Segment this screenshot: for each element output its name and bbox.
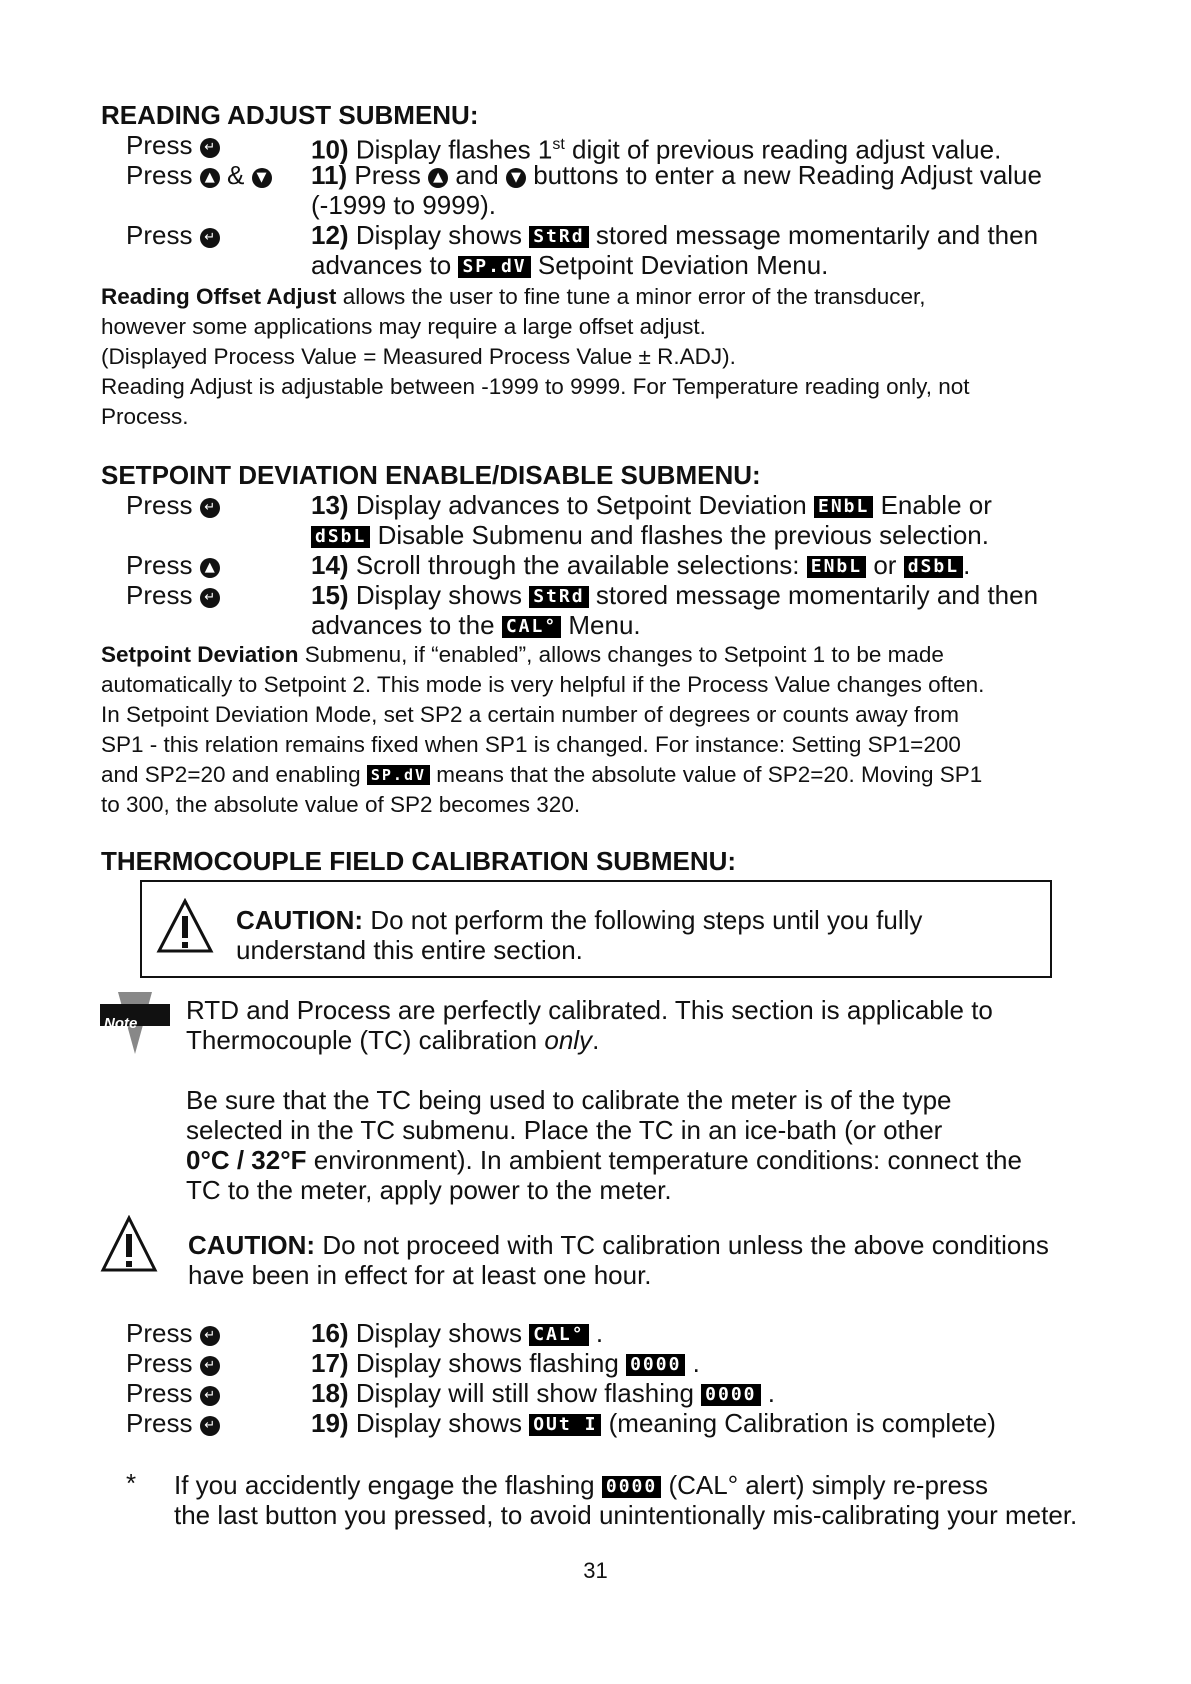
section-title-setpoint-deviation: SETPOINT DEVIATION ENABLE/DISABLE SUBMENU: bbox=[101, 460, 761, 490]
step-13: 13) Display advances to Setpoint Deviation ENbL Enable or bbox=[311, 490, 992, 520]
lcd-display: ENbL bbox=[807, 556, 866, 578]
up-arrow-icon: ▲ bbox=[200, 558, 220, 578]
note-line: Process. bbox=[101, 404, 189, 429]
caution-text: have been in effect for at least one hour. bbox=[188, 1260, 652, 1290]
press-label: Press ↵ bbox=[126, 1348, 220, 1378]
lcd-display: SP.dV bbox=[367, 765, 430, 785]
caution-text: CAUTION: Do not perform the following steps until you fully bbox=[236, 905, 923, 935]
note-line: and SP2=20 and enabling SP.dV means that the absolute value of SP2=20. Moving SP1 bbox=[101, 762, 983, 787]
caution-text: CAUTION: Do not proceed with TC calibration unless the above conditions bbox=[188, 1230, 1049, 1260]
step-12-cont: advances to SP.dV Setpoint Deviation Menu. bbox=[311, 250, 829, 280]
press-label: Press ↵ bbox=[126, 1408, 220, 1438]
enter-icon: ↵ bbox=[200, 1356, 220, 1376]
press-label: Press ↵ bbox=[126, 490, 220, 520]
step-11: 11) Press ▲ and ▼ buttons to enter a new Reading Adjust value bbox=[311, 160, 1042, 190]
lcd-display: CAL° bbox=[502, 616, 561, 638]
page-number: 31 bbox=[583, 1558, 608, 1583]
step-15-cont: advances to the CAL° Menu. bbox=[311, 610, 641, 640]
note-label: Note bbox=[104, 1015, 138, 1032]
down-arrow-icon: ▼ bbox=[506, 168, 526, 188]
note-line: automatically to Setpoint 2. This mode is very helpful if the Process Value changes often. bbox=[101, 672, 985, 697]
instruction-text: TC to the meter, apply power to the meter. bbox=[186, 1175, 672, 1205]
step-12: 12) Display shows StRd stored message momentarily and then bbox=[311, 220, 1039, 250]
press-label: Press ↵ bbox=[126, 580, 220, 610]
warning-icon bbox=[100, 1215, 158, 1273]
step-11-cont: (-1999 to 9999). bbox=[311, 190, 497, 220]
press-label: Press ↵ bbox=[126, 1318, 220, 1348]
enter-icon: ↵ bbox=[200, 588, 220, 608]
lcd-display: OUt I bbox=[529, 1414, 601, 1436]
lcd-display: StRd bbox=[529, 226, 588, 248]
lcd-display: CAL° bbox=[529, 1324, 588, 1346]
press-label: Press ▲ & ▼ bbox=[126, 160, 272, 190]
enter-icon: ↵ bbox=[200, 498, 220, 518]
instruction-text: 0°C / 32°F environment). In ambient temperature conditions: connect the bbox=[186, 1145, 1022, 1175]
step-15: 15) Display shows StRd stored message momentarily and then bbox=[311, 580, 1039, 610]
instruction-text: Be sure that the TC being used to calibrate the meter is of the type bbox=[186, 1085, 952, 1115]
enter-icon: ↵ bbox=[200, 1386, 220, 1406]
section-title-reading-adjust: READING ADJUST SUBMENU: bbox=[101, 100, 479, 130]
warning-icon bbox=[156, 898, 214, 954]
step-16: 16) Display shows CAL° . bbox=[311, 1318, 604, 1348]
press-label: Press ↵ bbox=[126, 220, 220, 250]
enter-icon: ↵ bbox=[200, 228, 220, 248]
lcd-display: ENbL bbox=[814, 496, 873, 518]
step-10: 10) Display flashes 1st digit of previous reading adjust value. bbox=[311, 134, 1002, 165]
step-17: 17) Display shows flashing 0000 . bbox=[311, 1348, 700, 1378]
note-line: SP1 - this relation remains fixed when SP1 is changed. For instance: Setting SP1=200 bbox=[101, 732, 961, 757]
down-arrow-icon: ▼ bbox=[252, 168, 272, 188]
lcd-display: dSbL bbox=[311, 526, 370, 548]
instruction-text: selected in the TC submenu. Place the TC in an ice-bath (or other bbox=[186, 1115, 943, 1145]
step-13-cont: dSbL Disable Submenu and flashes the previous selection. bbox=[311, 520, 989, 550]
footnote-text: the last button you pressed, to avoid unintentionally mis-calibrating your meter. bbox=[174, 1500, 1078, 1530]
note-line: In Setpoint Deviation Mode, set SP2 a certain number of degrees or counts away from bbox=[101, 702, 959, 727]
note-paragraph: Setpoint Deviation Submenu, if “enabled”, allows changes to Setpoint 1 to be made bbox=[101, 642, 944, 667]
enter-icon: ↵ bbox=[200, 138, 220, 158]
up-arrow-icon: ▲ bbox=[428, 168, 448, 188]
enter-icon: ↵ bbox=[200, 1416, 220, 1436]
note-text: RTD and Process are perfectly calibrated. This section is applicable to bbox=[186, 995, 993, 1025]
note-paragraph: Reading Offset Adjust allows the user to fine tune a minor error of the transducer, bbox=[101, 284, 926, 309]
note-line: (Displayed Process Value = Measured Process Value ± R.ADJ). bbox=[101, 344, 736, 369]
press-label: Press ▲ bbox=[126, 550, 220, 580]
note-text: Thermocouple (TC) calibration only. bbox=[186, 1025, 600, 1055]
enter-icon: ↵ bbox=[200, 1326, 220, 1346]
lcd-display: StRd bbox=[529, 586, 588, 608]
note-line: Reading Adjust is adjustable between -1999 to 9999. For Temperature reading only, not bbox=[101, 374, 970, 399]
up-arrow-icon: ▲ bbox=[200, 168, 220, 188]
step-18: 18) Display will still show flashing 0000 . bbox=[311, 1378, 775, 1408]
step-19: 19) Display shows OUt I (meaning Calibration is complete) bbox=[311, 1408, 996, 1438]
press-label: Press ↵ bbox=[126, 1378, 220, 1408]
footnote-marker: * bbox=[126, 1468, 137, 1498]
section-title-tc-calibration: THERMOCOUPLE FIELD CALIBRATION SUBMENU: bbox=[101, 846, 737, 876]
lcd-display: dSbL bbox=[904, 556, 963, 578]
step-14: 14) Scroll through the available selections: ENbL or dSbL . bbox=[311, 550, 971, 580]
caution-text: understand this entire section. bbox=[236, 935, 583, 965]
note-line: to 300, the absolute value of SP2 becomes 320. bbox=[101, 792, 581, 817]
footnote-text: If you accidently engage the flashing 0000 (CAL° alert) simply re-press bbox=[174, 1470, 989, 1500]
lcd-display: 0000 bbox=[602, 1476, 661, 1498]
lcd-display: 0000 bbox=[701, 1384, 760, 1406]
lcd-display: SP.dV bbox=[458, 256, 530, 278]
lcd-display: 0000 bbox=[626, 1354, 685, 1376]
press-label: Press ↵ bbox=[126, 130, 220, 160]
note-line: however some applications may require a large offset adjust. bbox=[101, 314, 706, 339]
